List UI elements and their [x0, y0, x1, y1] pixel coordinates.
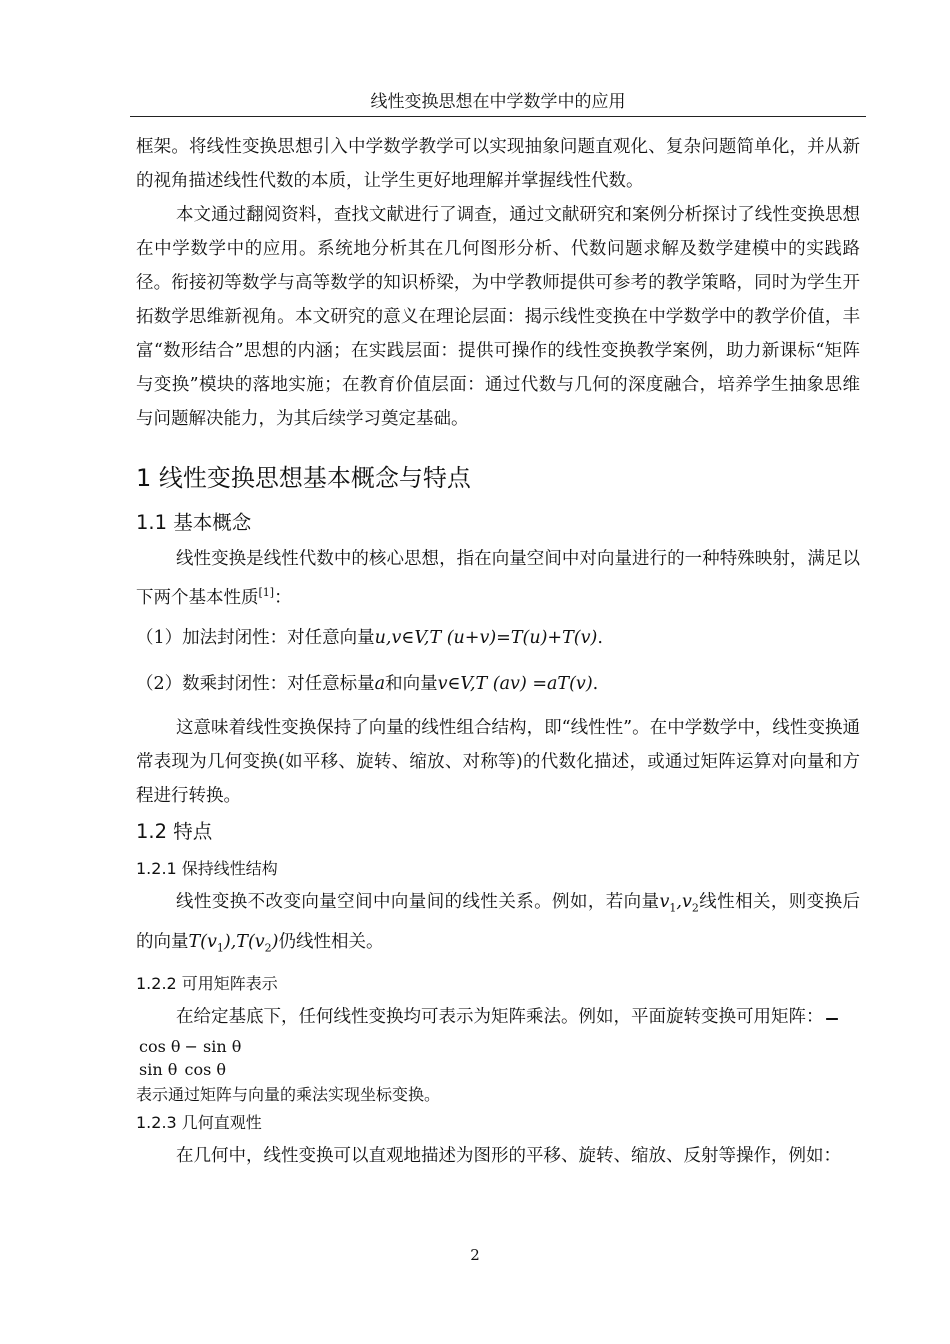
property-2-mid: 和向量: [385, 673, 438, 694]
page-number: 2: [470, 1246, 480, 1264]
subsection-heading-1-2: 1.2 特点: [136, 819, 213, 843]
matrix-text-b: 表示通过矩阵与向量的乘法实现坐标变换。: [136, 1084, 441, 1104]
matrix-a12: − sin θ: [184, 1036, 242, 1056]
matrix-a22: cos θ: [184, 1059, 227, 1079]
property-2-scalar: a: [374, 673, 386, 694]
paragraph-research-intro: 本文通过翻阅资料，查找文献进行了调查，通过文献研究和案例分析探讨了线性变换思想在中学数学中的应用。系统地分析其在几何图形分析、代数问题求解及数学建模中的实践路径。衔接初等数学与高等数学的知识桥梁，为中学教师提供可参考的教学策略，同时为学生开拓数学思维新视角。本文研究的意义在理论层面：揭示线性变换在中学数学中的教学价值，丰富“数形结合”思想的内涵；在实践层面：提供可操作的线性变换教学案例，助力新课标“矩阵与变换”模块的落地实施；在教育价值层面：通过代数与几何的深度融合，培养学生抽象思维与问题解决能力，为其后续学习奠定基础。: [136, 205, 860, 429]
definition-colon: ：: [274, 587, 292, 608]
linear-structure-text-a: 线性变换不改变向量空间中向量间的线性关系。例如，若向量: [176, 891, 660, 912]
property-homogeneity: [136, 665, 860, 703]
transform-close-paren: ): [271, 932, 279, 953]
paragraph-geometric-intuition: 在几何中，线性变换可以直观地描述为图形的平移、旋转、缩放、反射等操作，例如：: [176, 1145, 841, 1166]
vector-v1-subscript: 1: [669, 901, 677, 915]
heading-1-2-1: 1.2.1 保持线性结构: [136, 858, 278, 878]
matrix-text-a: 在给定基底下，任何线性变换均可表示为矩阵乘法。例如，平面旋转变换可用矩阵：: [176, 1006, 824, 1027]
vector-v2: v: [681, 891, 692, 912]
section-heading-1: 1 线性变换思想基本概念与特点: [136, 464, 471, 492]
heading-1-2-3: 1.2.3 几何直观性: [136, 1112, 262, 1132]
subsection-heading-1-1: 1.1 基本概念: [136, 511, 252, 534]
matrix-a11: cos θ: [139, 1036, 181, 1056]
property-1-formula: u,v∈V,T (u+v)=T(u)+T(v): [374, 627, 598, 648]
heading-1-2-2: 1.2.2 可用矩阵表示: [136, 973, 278, 993]
paragraph-meaning: 这意味着线性变换保持了向量的线性组合结构，即“线性性”。在中学数学中，线性变换通常表现为几何变换(如平移、旋转、缩放、对称等)的代数化描述，或通过矩阵运算对向量和方程进行转换。: [136, 717, 860, 806]
linear-structure-text-c: 仍线性相关。: [278, 932, 384, 953]
paragraph-linear-structure: [136, 885, 860, 966]
definition-text: 线性变换是线性代数中的核心思想，指在向量空间中对向量进行的一种特殊映射，满足以下两个基本性质: [136, 549, 860, 608]
paragraph-continuation: 框架。将线性变换思想引入中学数学教学可以实现抽象问题直观化、复杂问题简单化，并从新的视角描述线性代数的本质，让学生更好地理解并掌握线性代数。: [136, 137, 860, 191]
property-1-label: （1）加法封闭性：对任意向量: [136, 627, 375, 648]
paragraph-matrix-representation: [136, 1000, 860, 1034]
transform-v1-subscript: 1: [216, 941, 224, 955]
transform-v2-subscript: 2: [264, 941, 272, 955]
running-header: 线性变换思想在中学数学中的应用: [130, 90, 866, 117]
vector-comma: ,: [676, 891, 682, 912]
document-body: [136, 130, 860, 1173]
matrix-a21: sin θ: [139, 1059, 178, 1079]
paragraph-definition: [136, 542, 860, 615]
property-2-label: （2）数乘封闭性：对任意标量: [136, 673, 375, 694]
vector-v1: v: [659, 891, 670, 912]
property-additivity: [136, 619, 860, 657]
property-1-period: .: [597, 627, 603, 648]
linear-structure-text-b: 线性相关，则变换后的向量: [136, 891, 861, 953]
property-2-formula: v∈V,T (av) =aT(v): [437, 673, 593, 694]
citation-ref: [1]: [258, 586, 275, 599]
transform-v2: ),T(v: [223, 932, 265, 953]
transform-v1: T(v: [188, 932, 217, 953]
property-2-period: .: [592, 673, 599, 694]
vector-v2-subscript: 2: [691, 901, 699, 915]
